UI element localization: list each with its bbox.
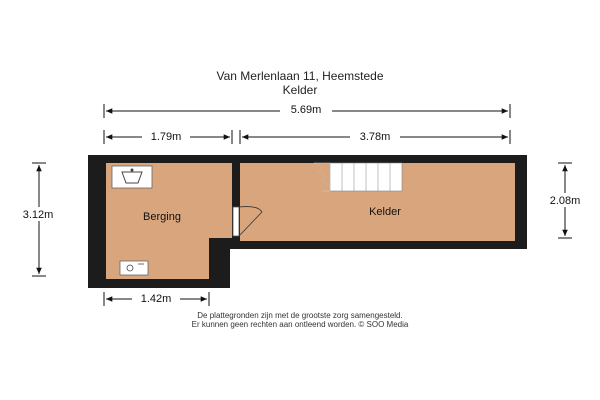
dimension-right-height xyxy=(538,163,594,238)
dimension-total-width xyxy=(104,102,510,118)
washing-machine-icon xyxy=(112,166,152,188)
dim-label-left-height: 3.12m xyxy=(22,209,54,221)
dimension-bottom-width xyxy=(104,291,209,306)
dimension-left-height xyxy=(14,163,62,276)
floor-plan xyxy=(88,155,527,288)
dim-label-total-width: 5.69m xyxy=(290,104,322,116)
dim-label-left-width: 1.79m xyxy=(150,131,182,143)
dimension-left-width xyxy=(104,129,232,144)
room-label-kelder: Kelder xyxy=(369,206,401,218)
boiler-icon xyxy=(120,261,148,275)
dim-label-right-height: 2.08m xyxy=(549,195,581,207)
disclaimer-line-2: Er kunnen geen rechten aan ontleend worden. © SOO Media xyxy=(191,320,409,329)
room-label-berging: Berging xyxy=(143,211,181,223)
dim-label-bottom-width: 1.42m xyxy=(140,293,172,305)
partition-wall-top xyxy=(232,163,240,207)
floor-name: Kelder xyxy=(282,83,318,97)
dim-label-right-width: 3.78m xyxy=(359,131,391,143)
floorplan-address: Van Merlenlaan 11, Heemstede xyxy=(216,69,384,83)
disclaimer-line-1: De plattegronden zijn met de grootste zorg samengesteld. xyxy=(197,311,403,320)
door-frame xyxy=(233,207,239,236)
dimension-right-width xyxy=(240,129,510,144)
